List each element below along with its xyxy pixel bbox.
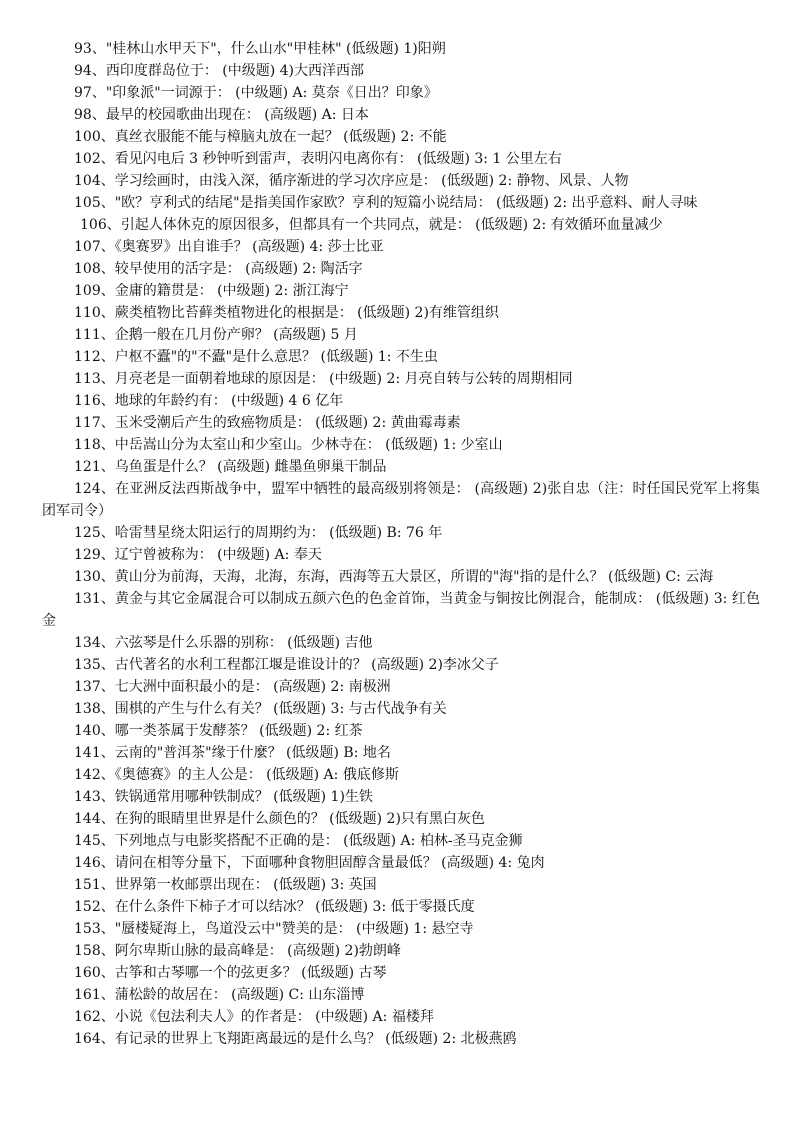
quiz-question-152: 152、在什么条件下柿子才可以结冰？ (低级题) 3: 低于零摄氏度 [74, 899, 475, 915]
quiz-question-105: 105、"欧？亨利式的结尾"是指美国作家欧？亨利的短篇小说结局： (低级题) 2: 出乎意料、耐人寻味 [74, 195, 698, 211]
quiz-question-137: 137、七大洲中面积最小的是： (高级题) 2: 南极洲 [74, 679, 391, 695]
quiz-question-108: 108、较早使用的活字是： (高级题) 2: 陶活字 [74, 261, 363, 277]
quiz-question-112: 112、户枢不蠹"的"不蠹"是什么意思？ (低级题) 1: 不生虫 [74, 349, 438, 365]
quiz-question-107: 107、《奥赛罗》出自谁手？ (高级题) 4: 莎士比亚 [74, 239, 384, 255]
quiz-question-117: 117、玉米受潮后产生的致癌物质是： (低级题) 2: 黄曲霉毒素 [74, 415, 461, 431]
quiz-question-130: 130、黄山分为前海，天海，北海，东海，西海等五大景区，所谓的"海"指的是什么？ (低级题) C: 云海 [74, 569, 714, 585]
quiz-question-162: 162、小说《包法利夫人》的作者是： (中级题) A: 福楼拜 [74, 1009, 434, 1025]
quiz-question-144: 144、在狗的眼睛里世界是什么颜色的？ (低级题) 2)只有黑白灰色 [74, 811, 485, 827]
quiz-question-113: 113、月亮老是一面朝着地球的原因是： (中级题) 2: 月亮自转与公转的周期相同 [74, 371, 573, 387]
quiz-question-110: 110、蕨类植物比苔藓类植物进化的根据是： (低级题) 2)有维管组织 [74, 305, 499, 321]
quiz-question-146: 146、请问在相等分量下，下面哪种食物胆固醇含量最低？ (高级题) 4: 兔肉 [74, 855, 545, 871]
quiz-question-141: 141、云南的"普洱茶"缘于什麼？ (低级题) B: 地名 [74, 745, 391, 761]
quiz-question-143: 143、铁锅通常用哪种铁制成？ (低级题) 1)生铁 [74, 789, 373, 805]
quiz-question-160: 160、古筝和古琴哪一个的弦更多？ (低级题) 古琴 [74, 965, 387, 981]
quiz-question-153: 153、"蜃楼疑海上，鸟道没云中"赞美的是： (中级题) 1: 悬空寺 [74, 921, 474, 937]
quiz-question-106: 106、引起人体休克的原因很多，但都具有一个共同点，就是： (低级题) 2: 有效循环血量减少 [80, 217, 663, 233]
quiz-question-164: 164、有记录的世界上飞翔距离最远的是什么鸟？ (低级题) 2: 北极燕鸥 [74, 1031, 517, 1047]
quiz-question-93: 93、"桂林山水甲天下"，什么山水"甲桂林" (低级题) 1)阳朔 [74, 41, 446, 57]
quiz-question-142: 142、《奥德赛》的主人公是： (低级题) A: 俄底修斯 [74, 767, 399, 783]
quiz-question-125: 125、哈雷彗星绕太阳运行的周期约为： (低级题) B: 76 年 [74, 525, 443, 541]
quiz-question-145: 145、下列地点与电影奖搭配不正确的是： (低级题) A: 柏林-圣马克金狮 [74, 833, 523, 849]
quiz-question-129: 129、辽宁曾被称为： (中级题) A: 奉天 [74, 547, 322, 563]
quiz-question-124: 124、在亚洲反法西斯战争中，盟军中牺牲的最高级别将领是： (高级题) 2)张自忠（注：时任国民党军上将集团军司令） [42, 481, 760, 519]
quiz-question-98: 98、最早的校园歌曲出现在： (高级题) A: 日本 [74, 107, 369, 123]
quiz-question-140: 140、哪一类茶属于发酵茶？ (低级题) 2: 红茶 [74, 723, 363, 739]
quiz-question-111: 111、企鹅一般在几月份产卵？ (高级题) 5 月 [74, 327, 358, 343]
quiz-question-102: 102、看见闪电后 3 秒钟听到雷声，表明闪电离你有： (低级题) 3: 1 公里左右 [74, 151, 562, 167]
quiz-question-116: 116、地球的年龄约有： (中级题) 4 6 亿年 [74, 393, 344, 409]
quiz-question-131: 131、黄金与其它金属混合可以制成五颜六色的色金首饰，当黄金与铜按比例混合，能制成： (低级题) 3: 红色金 [42, 591, 760, 629]
quiz-question-161: 161、蒲松龄的故居在： (高级题) C: 山东淄博 [74, 987, 365, 1003]
quiz-question-151: 151、世界第一枚邮票出现在： (低级题) 3: 英国 [74, 877, 377, 893]
quiz-question-109: 109、金庸的籍贯是： (中级题) 2: 浙江海宁 [74, 283, 349, 299]
quiz-question-118: 118、中岳嵩山分为太室山和少室山。少林寺在： (低级题) 1: 少室山 [74, 437, 503, 453]
quiz-question-134: 134、六弦琴是什么乐器的别称： (低级题) 吉他 [74, 635, 373, 651]
quiz-question-135: 135、古代著名的水利工程都江堰是谁设计的？ (高级题) 2)李冰父子 [74, 657, 499, 673]
quiz-question-158: 158、阿尔卑斯山脉的最高峰是： (高级题) 2)勃朗峰 [74, 943, 401, 959]
quiz-question-94: 94、西印度群岛位于： (中级题) 4)大西洋西部 [74, 63, 365, 79]
quiz-question-97: 97、"印象派"一词源于： (中级题) A: 莫奈《日出？印象》 [74, 85, 438, 101]
quiz-question-list [42, 38, 760, 1050]
quiz-question-104: 104、学习绘画时，由浅入深，循序渐进的学习次序应是： (低级题) 2: 静物、风景、人物 [74, 173, 629, 189]
quiz-question-138: 138、围棋的产生与什么有关？ (低级题) 3: 与古代战争有关 [74, 701, 447, 717]
quiz-question-100: 100、真丝衣服能不能与樟脑丸放在一起？ (低级题) 2: 不能 [74, 129, 447, 145]
quiz-question-121: 121、乌鱼蛋是什么？ (高级题) 雌墨鱼卵巢干制品 [74, 459, 387, 475]
